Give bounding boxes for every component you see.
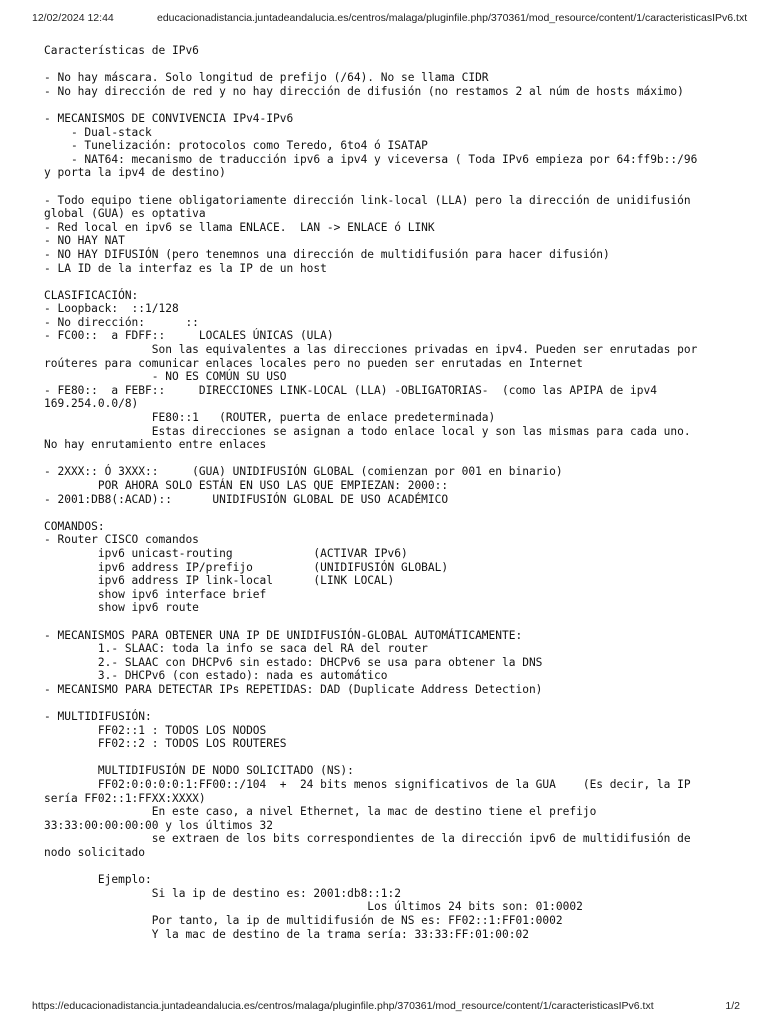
- text-line: Son las equivalentes a las direcciones privadas en ipv4. Pueden ser enrutadas por: [44, 343, 698, 357]
- document-text: [44, 44, 734, 941]
- text-line: [44, 452, 734, 466]
- text-line: 169.254.0.0/8): [44, 397, 139, 411]
- text-line: sería FF02::1:FFXX:XXXX): [44, 791, 206, 805]
- text-line: - No dirección: ::: [44, 315, 199, 329]
- text-line: COMANDOS:: [44, 519, 105, 533]
- text-line: ipv6 address IP link-local (LINK LOCAL): [44, 574, 395, 588]
- text-line: 33:33:00:00:00:00 y los últimos 32: [44, 818, 274, 832]
- text-line: show ipv6 route: [44, 601, 199, 615]
- text-line: 3.- DHCPv6 (con estado): nada es automático: [44, 669, 388, 683]
- text-line: - Loopback: ::1/128: [44, 302, 179, 316]
- text-line: [44, 98, 734, 112]
- text-line: [44, 697, 734, 711]
- text-line: - MECANISMO PARA DETECTAR IPs REPETIDAS: DAD (Duplicate Address Detection): [44, 682, 543, 696]
- text-line: FE80::1 (ROUTER, puerta de enlace predeterminada): [44, 411, 496, 425]
- text-line: - Dual-stack: [44, 125, 152, 139]
- text-line: CLASIFICACIÓN:: [44, 288, 139, 302]
- text-line: - No hay máscara. Solo longitud de prefijo (/64). No se llama CIDR: [44, 71, 489, 85]
- text-line: Si la ip de destino es: 2001:db8::1:2: [44, 886, 401, 900]
- text-line: [44, 506, 734, 520]
- text-line: - Tunelización: protocolos como Teredo, 6to4 ó ISATAP: [44, 139, 428, 153]
- text-line: Estas direcciones se asignan a todo enlace local y son las mismas para cada uno.: [44, 424, 691, 438]
- text-line: MULTIDIFUSIÓN DE NODO SOLICITADO (NS):: [44, 764, 354, 778]
- text-line: y porta la ipv4 de destino): [44, 166, 226, 180]
- text-line: global (GUA) es optativa: [44, 207, 206, 221]
- text-line: Ejemplo:: [44, 873, 152, 887]
- text-line: show ipv6 interface brief: [44, 587, 267, 601]
- text-line: [44, 58, 734, 72]
- text-line: En este caso, a nivel Ethernet, la mac de destino tiene el prefijo: [44, 805, 597, 819]
- text-line: 1.- SLAAC: toda la info se saca del RA del router: [44, 642, 428, 656]
- text-line: [44, 615, 734, 629]
- text-line: Y la mac de destino de la trama sería: 33:33:FF:01:00:02: [44, 927, 529, 941]
- text-line: ipv6 unicast-routing (ACTIVAR IPv6): [44, 546, 408, 560]
- text-line: - 2001:DB8(:ACAD):: UNIDIFUSIÓN GLOBAL DE USO ACADÉMICO: [44, 492, 449, 506]
- text-line: - FC00:: a FDFF:: LOCALES ÚNICAS (ULA): [44, 329, 334, 343]
- page-number: 1/2: [725, 1000, 740, 1012]
- text-line: - 2XXX:: Ó 3XXX:: (GUA) UNIDIFUSIÓN GLOBAL (comienzan por 001 en binario): [44, 465, 563, 479]
- print-header-url: educacionadistancia.juntadeandalucia.es/centros/malaga/pluginfile.php/370361/mod_resource/content/1/caracteristicasIPv6.txt: [157, 12, 748, 24]
- print-footer-url: https://educacionadistancia.juntadeandalucia.es/centros/malaga/pluginfile.php/370361/mod_resource/content/1/caracteristicasIPv6.txt: [32, 1000, 654, 1012]
- text-line: No hay enrutamiento entre enlaces: [44, 438, 267, 452]
- text-line: - MECANISMOS DE CONVIVENCIA IPv4-IPv6: [44, 111, 294, 125]
- text-line: - MECANISMOS PARA OBTENER UNA IP DE UNIDIFUSIÓN-GLOBAL AUTOMÁTICAMENTE:: [44, 628, 523, 642]
- text-line: - NO ES COMÚN SU USO: [44, 370, 287, 384]
- text-line: 2.- SLAAC con DHCPv6 sin estado: DHCPv6 se usa para obtener la DNS: [44, 655, 543, 669]
- text-line: POR AHORA SOLO ESTÁN EN USO LAS QUE EMPIEZAN: 2000::: [44, 479, 449, 492]
- text-line: FF02:0:0:0:0:1:FF00::/104 + 24 bits menos significativos de la GUA (Es decir, la IP: [44, 778, 691, 792]
- text-line: - LA ID de la interfaz es la IP de un host: [44, 261, 327, 275]
- text-line: [44, 751, 734, 765]
- text-line: roúteres para comunicar enlaces locales pero no pueden ser enrutadas en Internet: [44, 356, 583, 370]
- text-line: - NAT64: mecanismo de traducción ipv6 a ipv4 y viceversa ( Toda IPv6 empieza por 64:ff9b::/96: [44, 152, 698, 166]
- text-line: nodo solicitado: [44, 846, 146, 860]
- text-line: - FE80:: a FEBF:: DIRECCIONES LINK-LOCAL (LLA) -OBLIGATORIAS- (como las APIPA de ipv4: [44, 383, 657, 397]
- text-line: FF02::2 : TODOS LOS ROUTERES: [44, 737, 287, 751]
- text-line: - Router CISCO comandos: [44, 533, 199, 547]
- text-line: se extraen de los bits correspondientes de la dirección ipv6 de multidifusión de: [44, 832, 691, 846]
- text-line: [44, 860, 734, 874]
- text-line: - NO HAY NAT: [44, 234, 125, 248]
- text-line: - Todo equipo tiene obligatoriamente dirección link-local (LLA) pero la dirección de unidifusión: [44, 193, 691, 207]
- text-line: [44, 180, 734, 194]
- text-line: Características de IPv6: [44, 44, 199, 57]
- print-datetime: 12/02/2024 12:44: [32, 12, 114, 24]
- text-line: FF02::1 : TODOS LOS NODOS: [44, 723, 267, 737]
- text-line: - MULTIDIFUSIÓN:: [44, 710, 152, 724]
- text-line: ipv6 address IP/prefijo (UNIDIFUSIÓN GLOBAL): [44, 560, 449, 574]
- text-line: Los últimos 24 bits son: 01:0002: [44, 900, 583, 914]
- text-line: - NO HAY DIFUSIÓN (pero tenemnos una dirección de multidifusión para hacer difusión): [44, 247, 610, 261]
- text-line: - No hay dirección de red y no hay dirección de difusión (no restamos 2 al núm de hosts máximo): [44, 84, 684, 98]
- text-line: Por tanto, la ip de multidifusión de NS es: FF02::1:FF01:0002: [44, 914, 563, 927]
- text-line: [44, 275, 734, 289]
- text-line: - Red local en ipv6 se llama ENLACE. LAN -> ENLACE ó LINK: [44, 220, 435, 234]
